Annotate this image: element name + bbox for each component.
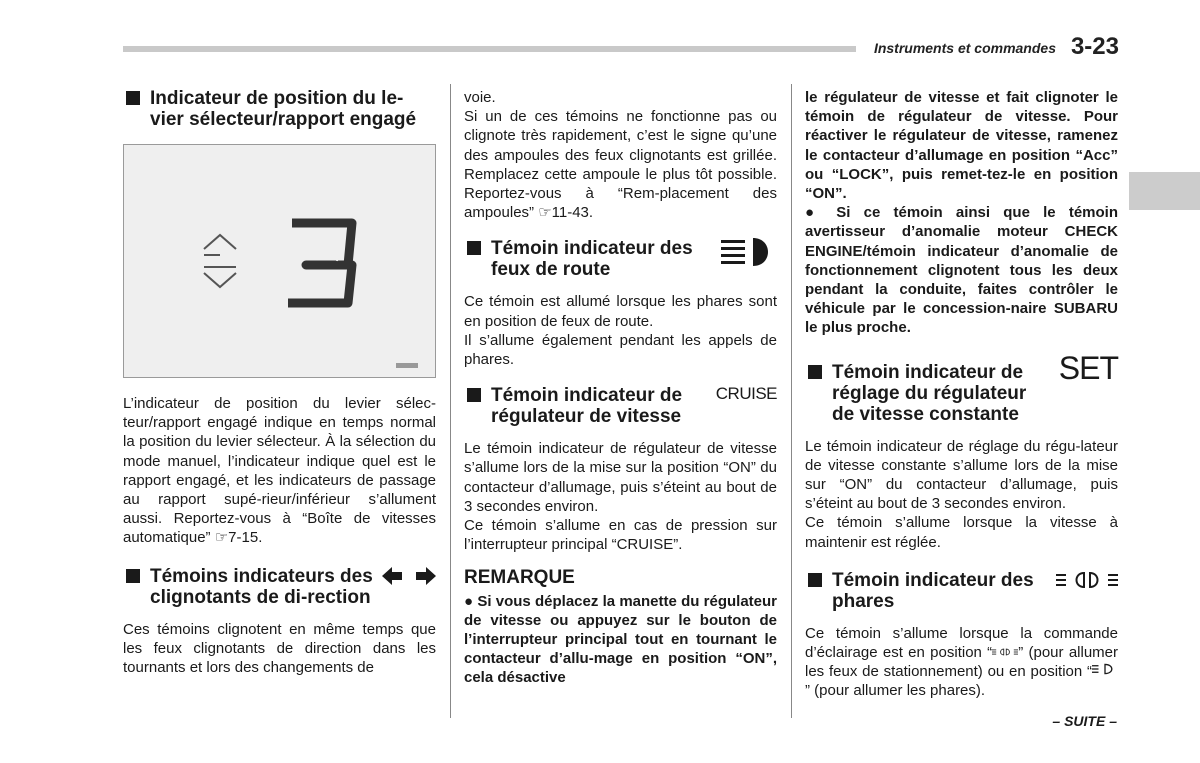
section-heading: Témoins indicateurs des clignotants de di-rection (123, 566, 436, 608)
paragraph: Ce témoin est allumé lorsque les phares sont en position de feux de route. (464, 293, 777, 330)
remark-paragraph: ● Si vous déplacez la manette du régulateur de vitesse ou appuyez sur le bouton de l’interrupteur principal tout en tournant le contacteur d’allu-mage en position “ON”, cela désactive (464, 592, 777, 687)
shift-indicator-illustration (124, 145, 435, 377)
paragraph: Ce témoin s’allume lorsque la vitesse à maintenir est réglée. (805, 514, 1118, 551)
paragraph: Ces témoins clignotent en même temps que les feux clignotants de direction dans les tournants et lors des changements de (123, 620, 436, 677)
upshift-arrow-icon (204, 235, 236, 249)
paragraph: Si un de ces témoins ne fonctionne pas ou clignote très rapidement, c’est le signe qu’une des ampoules des feux clignotants est grillée. Remplacez cette ampoule le plus tôt possible. Reportez-vous à “Rem-placement des ampoules” ☞11-43. (464, 108, 777, 222)
section-bullet-icon (808, 573, 822, 587)
section-bullet-icon (467, 241, 481, 255)
cruise-icon: CRUISE (715, 384, 777, 404)
continued-marker: – SUITE – (1052, 713, 1117, 729)
section-heading: Témoin indicateur de régulateur de vitesse CRUISE (464, 385, 777, 427)
section-bullet-icon (808, 365, 822, 379)
high-beam-icon (719, 234, 777, 270)
paragraph: Le témoin indicateur de réglage du régu-lateur de vitesse constante s’allume lors de la mise sur “ON” du contacteur d’allumage, puis s’éteint au bout de 3 secondes environ. (805, 437, 1118, 513)
column-divider (450, 84, 451, 718)
column-divider (791, 84, 792, 718)
section-heading: Témoin indicateur de réglage du régulateur de vitesse constante SET (805, 362, 1118, 425)
column-2 (464, 88, 777, 688)
headlight-icon (1092, 662, 1118, 676)
remark-paragraph: le régulateur de vitesse et fait clignoter le témoin de régulateur de vitesse. Pour réactiver le régulateur de vitesse, ramenez le contacteur d’allumage en position “Acc” ou “LOCK”, puis remet-tez-le en position “ON”. (805, 89, 1118, 203)
set-icon: SET (1058, 349, 1118, 386)
section-bullet-icon (126, 569, 140, 583)
section-heading: Témoin indicateur des feux de route (464, 238, 777, 280)
shift-indicator-figure (123, 144, 436, 378)
chapter-tab (1129, 172, 1200, 210)
remark-heading: REMARQUE (464, 567, 575, 589)
column-1 (123, 88, 436, 677)
paragraph: Ce témoin s’allume en cas de pression sur l’interrupteur principal “CRUISE”. (464, 517, 777, 554)
gear-digit-3-icon (288, 223, 352, 303)
section-heading: Indicateur de position du le-vier sélecteur/rapport engagé (123, 88, 436, 130)
figure-code-mark (396, 363, 418, 368)
remark-paragraph: ● Si ce témoin ainsi que le témoin avertisseur d’anomalie moteur CHECK ENGINE/témoin indicateur d’anomalie de fonctionnement clignotent tous les deux pendant la conduite, faites contrôler le véhicule par le concession-naire SUBARU le plus proche. (805, 204, 1118, 337)
paragraph: L’indicateur de position du levier sélec-teur/rapport engagé indique en temps normal la position du levier sélecteur. À la sélection du mode manuel, l’indicateur indique quel est le rapport engagé, et les indicateurs de passage au rapport supé-rieur/inférieur s’allument aussi. Reportez-vous à “Boîte de vitesses automatique” ☞7-15. (123, 395, 436, 547)
downshift-arrow-icon (204, 273, 236, 287)
section-bullet-icon (467, 388, 481, 402)
header-rule (123, 46, 856, 52)
running-header-title: Instruments et commandes (873, 40, 1056, 56)
parking-lights-icon (1056, 571, 1118, 589)
turn-signal-arrows-icon (382, 566, 436, 586)
column-3 (805, 88, 1118, 701)
page-number: 3-23 (1070, 33, 1119, 60)
paragraph: voie. (464, 89, 496, 106)
section-heading: Témoin indicateur des phares (805, 570, 1118, 612)
parking-lights-icon (992, 647, 1018, 657)
paragraph: Il s’allume également pendant les appels de phares. (464, 331, 777, 369)
paragraph: Ce témoin s’allume lorsque la commande d’éclairage est en position “ ” (pour allumer les feux de stationnement) ou en position “” (pour allumer les phares). (805, 624, 1119, 700)
section-bullet-icon (126, 91, 140, 105)
paragraph: Le témoin indicateur de régulateur de vitesse s’allume lors de la mise sur la position “ON” du contacteur d’allumage, puis s’éteint au bout de 3 secondes environ. (464, 440, 777, 515)
